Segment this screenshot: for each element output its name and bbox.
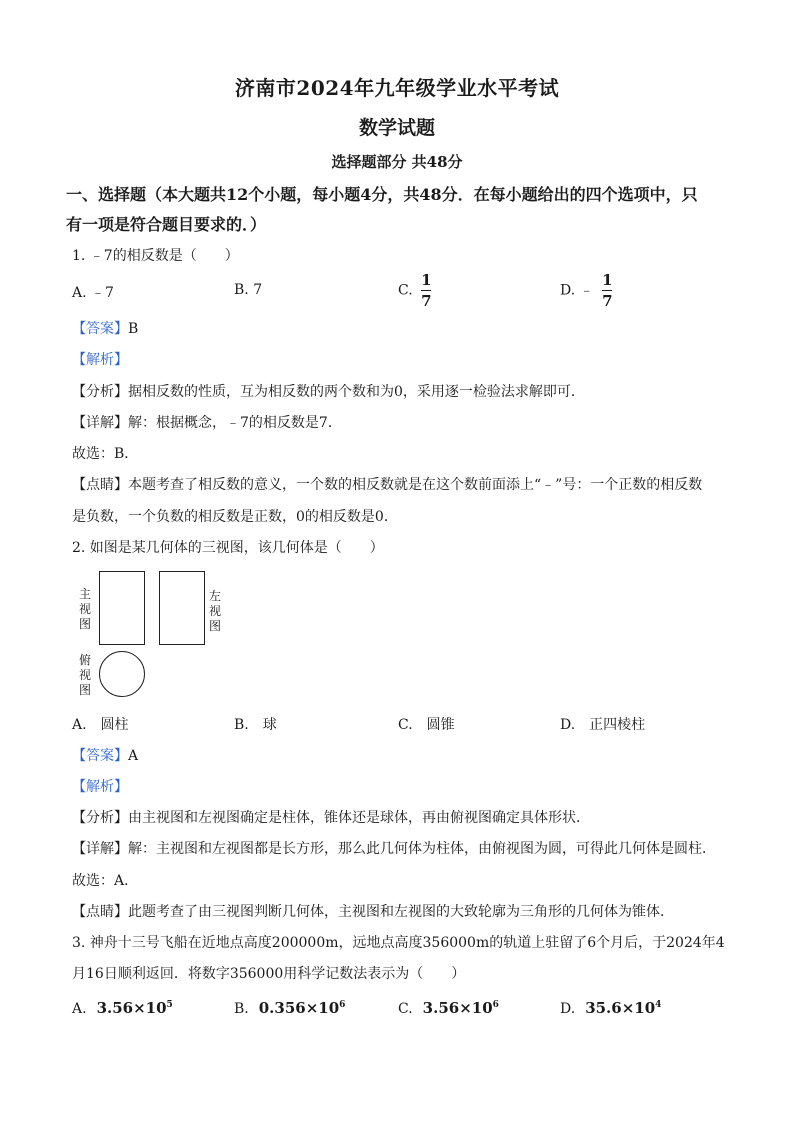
left-view-rectangle [159, 571, 205, 645]
q2-fenxi-text: 由主视图和左视图确定是柱体，锥体还是球体，再由俯视图确定具体形状． [128, 810, 590, 826]
q1-option-d-numerator: 1 [602, 271, 613, 289]
answer-tag: 【答案】 [72, 321, 128, 337]
q1-option-b: B. 7 [234, 282, 263, 298]
q2-option-d: D. 正四棱柱 [560, 717, 646, 733]
q1-answer [72, 318, 138, 338]
q3-option-d-expression [585, 999, 661, 1017]
q1-option-c-fraction [421, 271, 431, 310]
q2-stem: 2. 如图是某几何体的三视图，该几何体是（ ） [72, 540, 384, 556]
q1-option-d-prefix: D. ﹣ [560, 282, 594, 299]
page-subtitle: 数学试题 [358, 117, 435, 139]
q1-option-a: A. ﹣7 [72, 285, 114, 301]
q2-detail [72, 838, 716, 858]
front-view-label: 主视图 [78, 587, 91, 631]
q1-fenxi [72, 381, 585, 401]
top-view-label: 俯视图 [78, 653, 91, 697]
q2-analysis [72, 776, 128, 796]
q3-option-a-exponent: 5 [166, 1000, 173, 1010]
q3-option-c-base: 3.56×10 [422, 999, 493, 1017]
q1-detail-text: 解：根据概念，﹣7的相反数是7． [128, 415, 342, 431]
q1-option-d-fraction [602, 271, 612, 310]
q2-answer [72, 745, 138, 765]
section-heading-line2: 有一项是符合题目要求的．） [66, 215, 267, 234]
q3-option-a [72, 999, 173, 1017]
q1-stem: 1. ﹣7的相反数是（ ） [72, 248, 239, 264]
q1-comment-line2: 是负数，一个负数的相反数是正数，0的相反数是0． [72, 509, 398, 525]
q3-option-b-expression [259, 999, 346, 1017]
q3-option-c [398, 999, 499, 1017]
detail-tag: 【详解】 [72, 415, 128, 431]
detail-tag: 【详解】 [72, 841, 128, 857]
comment-tag: 【点睛】 [72, 477, 128, 493]
q3-stem-line1: 3. 神舟十三号飞船在近地点高度200000m，远地点高度356000m的轨道上驻留了6个月后，于2024年4 [72, 935, 725, 951]
section-heading-line1: 一、选择题（本大题共12个小题，每小题4分，共48分．在每小题给出的四个选项中，只 [66, 185, 698, 204]
q2-option-a: A. 圆柱 [72, 717, 129, 733]
q2-comment [72, 901, 674, 921]
part-heading: 选择题部分 共48分 [331, 153, 463, 171]
q3-option-d-base: 35.6×10 [585, 999, 656, 1017]
q2-option-c: C. 圆锥 [398, 717, 455, 733]
q3-option-d-prefix: D. [560, 1001, 576, 1017]
left-view-label: 左视图 [208, 589, 221, 633]
q1-option-d [560, 271, 613, 310]
front-view-rectangle [99, 571, 145, 645]
q3-option-a-base: 3.56×10 [96, 999, 167, 1017]
q3-option-c-expression [423, 999, 499, 1017]
q1-answer-value: B [128, 321, 139, 337]
q3-option-d [560, 999, 661, 1017]
fraction-bar [421, 290, 431, 291]
q3-option-b-exponent: 6 [339, 1000, 346, 1010]
comment-tag: 【点睛】 [72, 904, 128, 920]
q2-detail-text: 解：主视图和左视图都是长方形，那么此几何体为柱体，由俯视图为圆，可得此几何体是圆柱． [128, 841, 716, 857]
q1-detail [72, 412, 342, 432]
q1-comment-line1 [72, 474, 702, 494]
q3-option-d-exponent: 4 [655, 1000, 662, 1010]
q3-option-b-prefix: B. [234, 1001, 249, 1017]
q3-option-c-exponent: 6 [492, 1000, 499, 1010]
q1-option-c-prefix: C. [398, 282, 413, 299]
top-view-circle [99, 651, 145, 697]
q2-fenxi [72, 807, 590, 827]
q1-analysis [72, 349, 128, 369]
q1-choice: 故选：B． [72, 446, 139, 462]
q3-option-a-expression [97, 999, 173, 1017]
page-title: 济南市2024年九年级学业水平考试 [234, 76, 560, 100]
analysis-tag: 【解析】 [72, 779, 128, 795]
q1-option-c-denominator: 7 [421, 292, 432, 310]
fraction-bar [602, 290, 612, 291]
q3-stem-line2: 月16日顺利返回．将数字356000用科学记数法表示为（ ） [72, 966, 466, 982]
q2-comment-text: 此题考查了由三视图判断几何体，主视图和左视图的大致轮廓为三角形的几何体为锥体． [128, 904, 674, 920]
q3-option-a-prefix: A. [72, 1001, 87, 1017]
q3-option-b [234, 999, 345, 1017]
answer-tag: 【答案】 [72, 748, 128, 764]
q1-option-c-numerator: 1 [421, 271, 432, 289]
analysis-tag: 【解析】 [72, 352, 128, 368]
q1-fenxi-text: 据相反数的性质，互为相反数的两个数和为0，采用逐一检验法求解即可． [128, 384, 585, 400]
q3-option-c-prefix: C. [398, 1001, 413, 1017]
fenxi-tag: 【分析】 [72, 384, 128, 400]
q2-answer-value: A [128, 748, 139, 764]
q1-option-d-denominator: 7 [602, 292, 613, 310]
q3-option-b-base: 0.356×10 [258, 999, 340, 1017]
q1-comment-text1: 本题考查了相反数的意义，一个数的相反数就是在这个数前面添上“﹣”号：一个正数的相反数 [128, 477, 703, 493]
q2-choice: 故选：A． [72, 873, 139, 889]
q1-option-c [398, 271, 432, 310]
q2-option-b: B. 球 [234, 717, 277, 733]
fenxi-tag: 【分析】 [72, 810, 128, 826]
